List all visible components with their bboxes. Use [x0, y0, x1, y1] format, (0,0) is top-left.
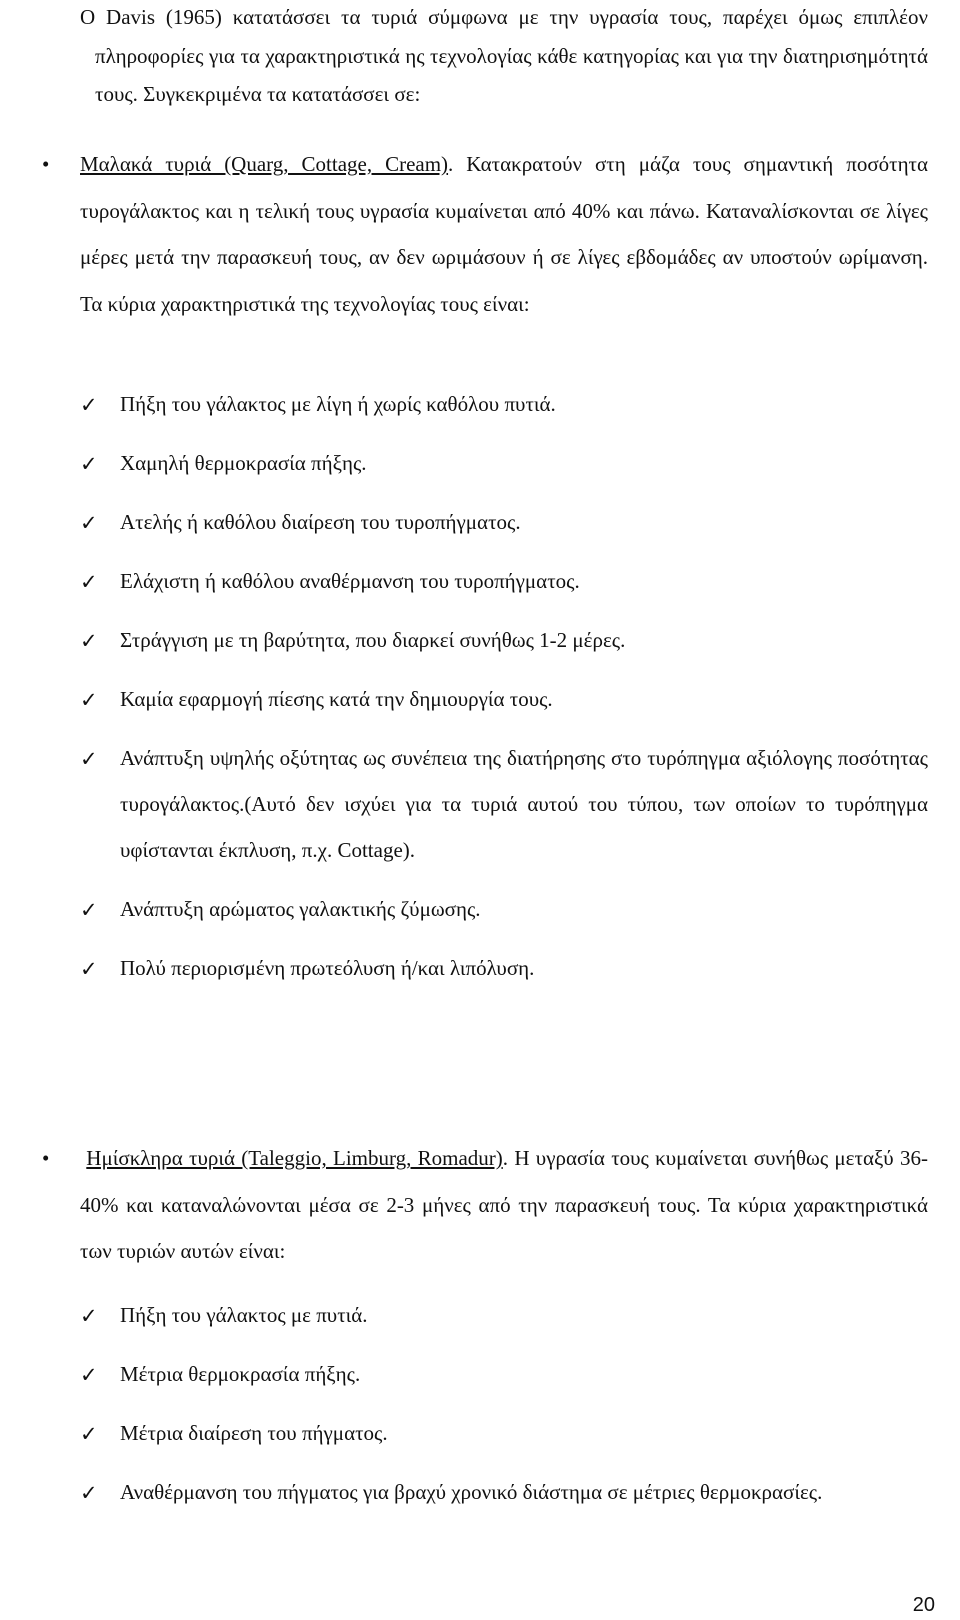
list-item: ✓ Χαμηλή θερμοκρασία πήξης. — [120, 440, 928, 486]
list-item: ✓ Πήξη του γάλακτος με λίγη ή χωρίς καθόλου πυτιά. — [120, 381, 928, 427]
section-soft-cheeses — [42, 141, 929, 327]
list-item: ✓ Αναθέρμανση του πήγματος για βραχύ χρονικό διάστημα σε μέτριες θερμοκρασίες. — [120, 1469, 928, 1515]
page-number: 20 — [912, 1594, 935, 1616]
soft-cheese-characteristics-list — [80, 381, 928, 991]
checkmark-icon: ✓ — [80, 629, 98, 653]
bullet-icon: • — [42, 1146, 50, 1170]
list-item: ✓ Καμία εφαρμογή πίεσης κατά την δημιουργία τους. — [120, 676, 928, 722]
list-item: ✓ Ελάχιστη ή καθόλου αναθέρμανση του τυροπήγματος. — [120, 558, 928, 604]
checkmark-icon: ✓ — [80, 1481, 98, 1505]
section-title: Μαλακά τυριά (Quarg, Cottage, Cream) — [80, 152, 449, 176]
section-text: . Κατακρατούν στη μάζα τους σημαντική ποσότητα τυρογάλακτος και η τελική τους υγρασία κυμαίνεται από 40% και πάνω. Καταναλίσκονται σε λίγες μέρες μετά την παρασκευή τους, αν δεν ωριμάσουν ή σε λίγες εβδομάδες αν υποστούν ωρίμανση. Τα κύρια χαρακτηριστικά της τεχνολογίας τους είναι: — [80, 152, 929, 316]
checkmark-icon: ✓ — [80, 393, 98, 417]
list-item: ✓ Ατελής ή καθόλου διαίρεση του τυροπήγματος. — [120, 499, 928, 545]
checkmark-icon: ✓ — [80, 452, 98, 476]
list-item: ✓ Στράγγιση με τη βαρύτητα, που διαρκεί συνήθως 1-2 μέρες. — [120, 617, 928, 663]
semi-hard-cheese-characteristics-list — [80, 1292, 928, 1515]
checkmark-icon: ✓ — [80, 1304, 98, 1328]
checkmark-icon: ✓ — [80, 511, 98, 535]
intro-paragraph: Ο Davis (1965) κατατάσσει τα τυριά σύμφωνα με την υγρασία τους, παρέχει όμως επιπλέον πληροφορίες για τα χαρακτηριστικά ης τεχνολογίας κάθε κατηγορίας και για την διατηρισημότητά τους. Συγκεκριμένα τα κατατάσσει σε: — [80, 5, 928, 106]
checkmark-icon: ✓ — [80, 898, 98, 922]
section-paragraph — [80, 1135, 928, 1275]
section-semi-hard-cheeses — [42, 1135, 928, 1275]
list-item: ✓ Πήξη του γάλακτος με πυτιά. — [120, 1292, 928, 1338]
section-title: Ημίσκληρα τυριά (Taleggio, Limburg, Romadur) — [86, 1146, 503, 1170]
list-item: ✓ Ανάπτυξη υψηλής οξύτητας ως συνέπεια της διατήρησης στο τυρόπηγμα αξιόλογης ποσότητας τυρογάλακτος.(Αυτό δεν ισχύει για τα τυριά αυτού του τύπου, των οποίων το τυρόπηγμα υφίστανται έκπλυση, π.χ. Cottage). — [120, 735, 928, 873]
checkmark-icon: ✓ — [80, 1422, 98, 1446]
list-item: ✓ Μέτρια θερμοκρασία πήξης. — [120, 1351, 928, 1397]
checkmark-icon: ✓ — [80, 1363, 98, 1387]
section-paragraph — [80, 141, 928, 327]
section-text: . Η υγρασία τους κυμαίνεται συνήθως μεταξύ 36-40% και καταναλώνονται μέσα σε 2-3 μήνες από την παρασκευή τους. Τα κύρια χαρακτηριστικά των τυριών αυτών είναι: — [80, 1146, 928, 1263]
checkmark-icon: ✓ — [80, 570, 98, 594]
checkmark-icon: ✓ — [80, 747, 98, 771]
list-item: ✓ Μέτρια διαίρεση του πήγματος. — [120, 1410, 928, 1456]
checkmark-icon: ✓ — [80, 688, 98, 712]
list-item: ✓ Ανάπτυξη αρώματος γαλακτικής ζύμωσης. — [120, 886, 928, 932]
checkmark-icon: ✓ — [80, 957, 98, 981]
bullet-icon: • — [42, 152, 50, 176]
list-item: ✓ Πολύ περιορισμένη πρωτεόλυση ή/και λιπόλυση. — [120, 945, 928, 991]
